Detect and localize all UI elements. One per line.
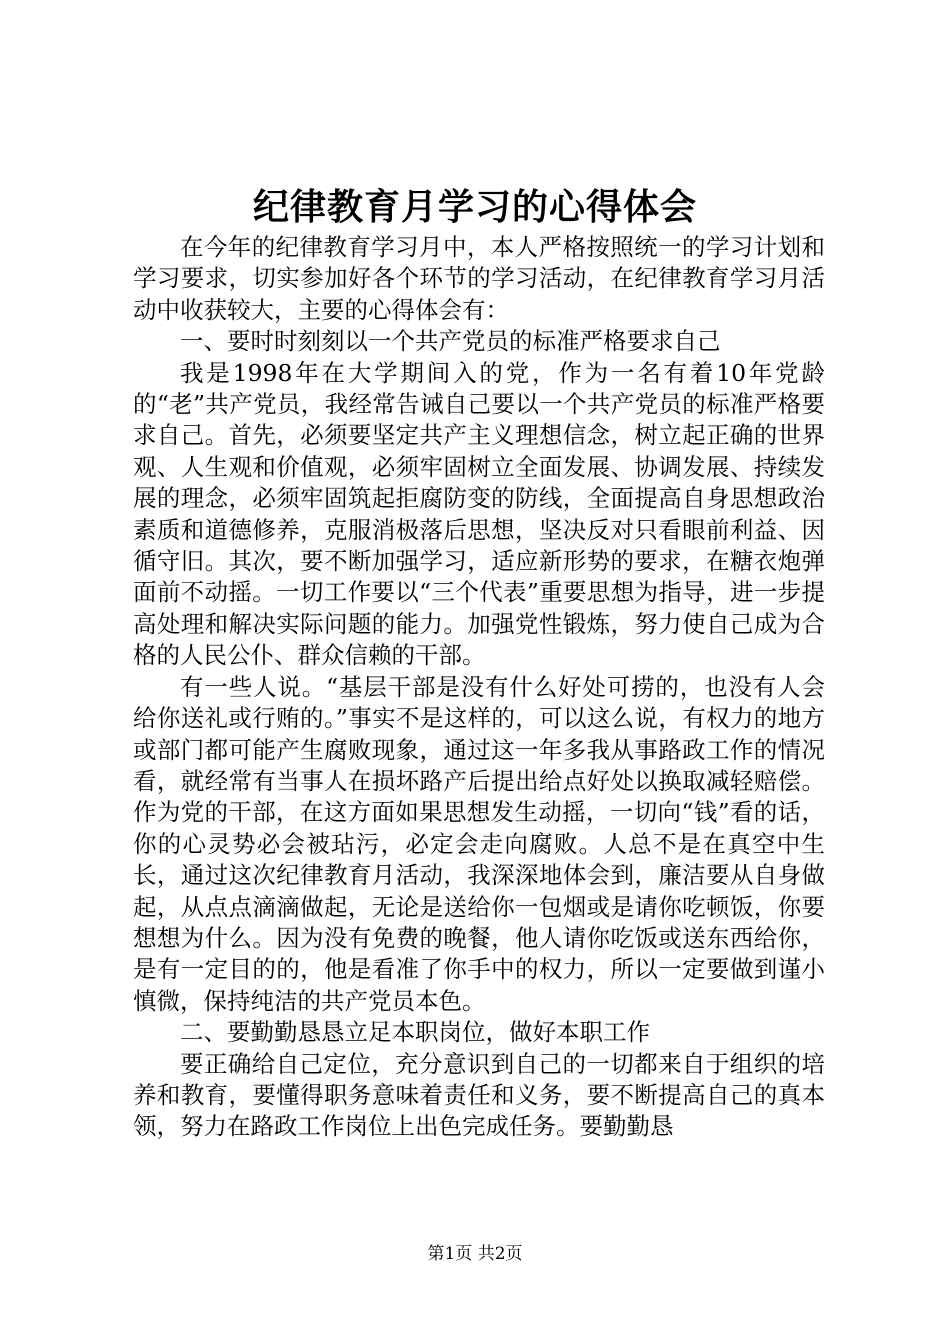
document-title: 纪律教育月学习的心得体会 (252, 186, 697, 228)
paragraph-party-standard: 我是1998年在大学期间入的党，作为一名有着10年党龄的“老”共产党员，我经常告诫自己要以一个共产党员的标准严格要求自己。首先，必须要坚定共产主义理想信念，树立起正确的世界观、人生观和价值观，必须牢固树立全面发展、协调发展、持续发展的理念，必须牢固筑起拒腐防变的防线，全面提高自身思想政治素质和道德修养，克服消极落后思想，坚决反对只看眼前利益、因循守旧。其次，要不断加强学习，适应新形势的要求，在糖衣炮弹面前不动摇。一切工作要以“三个代表”重要思想为指导，进一步提高处理和解决实际问题的能力。加强党性锻炼，努力使自己成为合格的人民公仆、群众信赖的干部。 (133, 358, 825, 670)
section-heading-2: 二、要勤勤恳恳立足本职岗位，做好本职工作 (180, 1018, 650, 1047)
page-number-footer: 第1页 共2页 (427, 1244, 523, 1264)
document-body (133, 232, 825, 1172)
paragraph-intro: 在今年的纪律教育学习月中，本人严格按照统一的学习计划和学习要求，切实参加好各个环节的学习活动，在纪律教育学习月活动中收获较大，主要的心得体会有： (133, 233, 825, 324)
paragraph-anti-corruption: 有一些人说。“基层干部是没有什么好处可捞的，也没有人会给你送礼或行贿的。”事实不是这样的，可以这么说，有权力的地方或部门都可能产生腐败现象，通过这一年多我从事路政工作的情况看，就经常有当事人在损坏路产后提出给点好处以换取减轻赔偿。作为党的干部，在这方面如果思想发生动摇，一切向“钱”看的话，你的心灵势必会被玷污，必定会走向腐败。人总不是在真空中生长，通过这次纪律教育月活动，我深深地体会到，廉洁要从自身做起，从点点滴滴做起，无论是送给你一包烟或是请你吃顿饭，你要想想为什么。因为没有免费的晚餐，他人请你吃饭或送东西给你，是有一定目的的，他是看准了你手中的权力，所以一定要做到谨小慎微，保持纯洁的共产党员本色。 (133, 672, 825, 1015)
paragraph-job-duty: 要正确给自己定位，充分意识到自己的一切都来自于组织的培养和教育，要懂得职务意味着责任和义务，要不断提高自己的真本领，努力在路政工作岗位上出色完成任务。要勤勤恳 (133, 1049, 825, 1141)
section-heading-1: 一、要时时刻刻以一个共产党员的标准严格要求自己 (180, 327, 721, 356)
